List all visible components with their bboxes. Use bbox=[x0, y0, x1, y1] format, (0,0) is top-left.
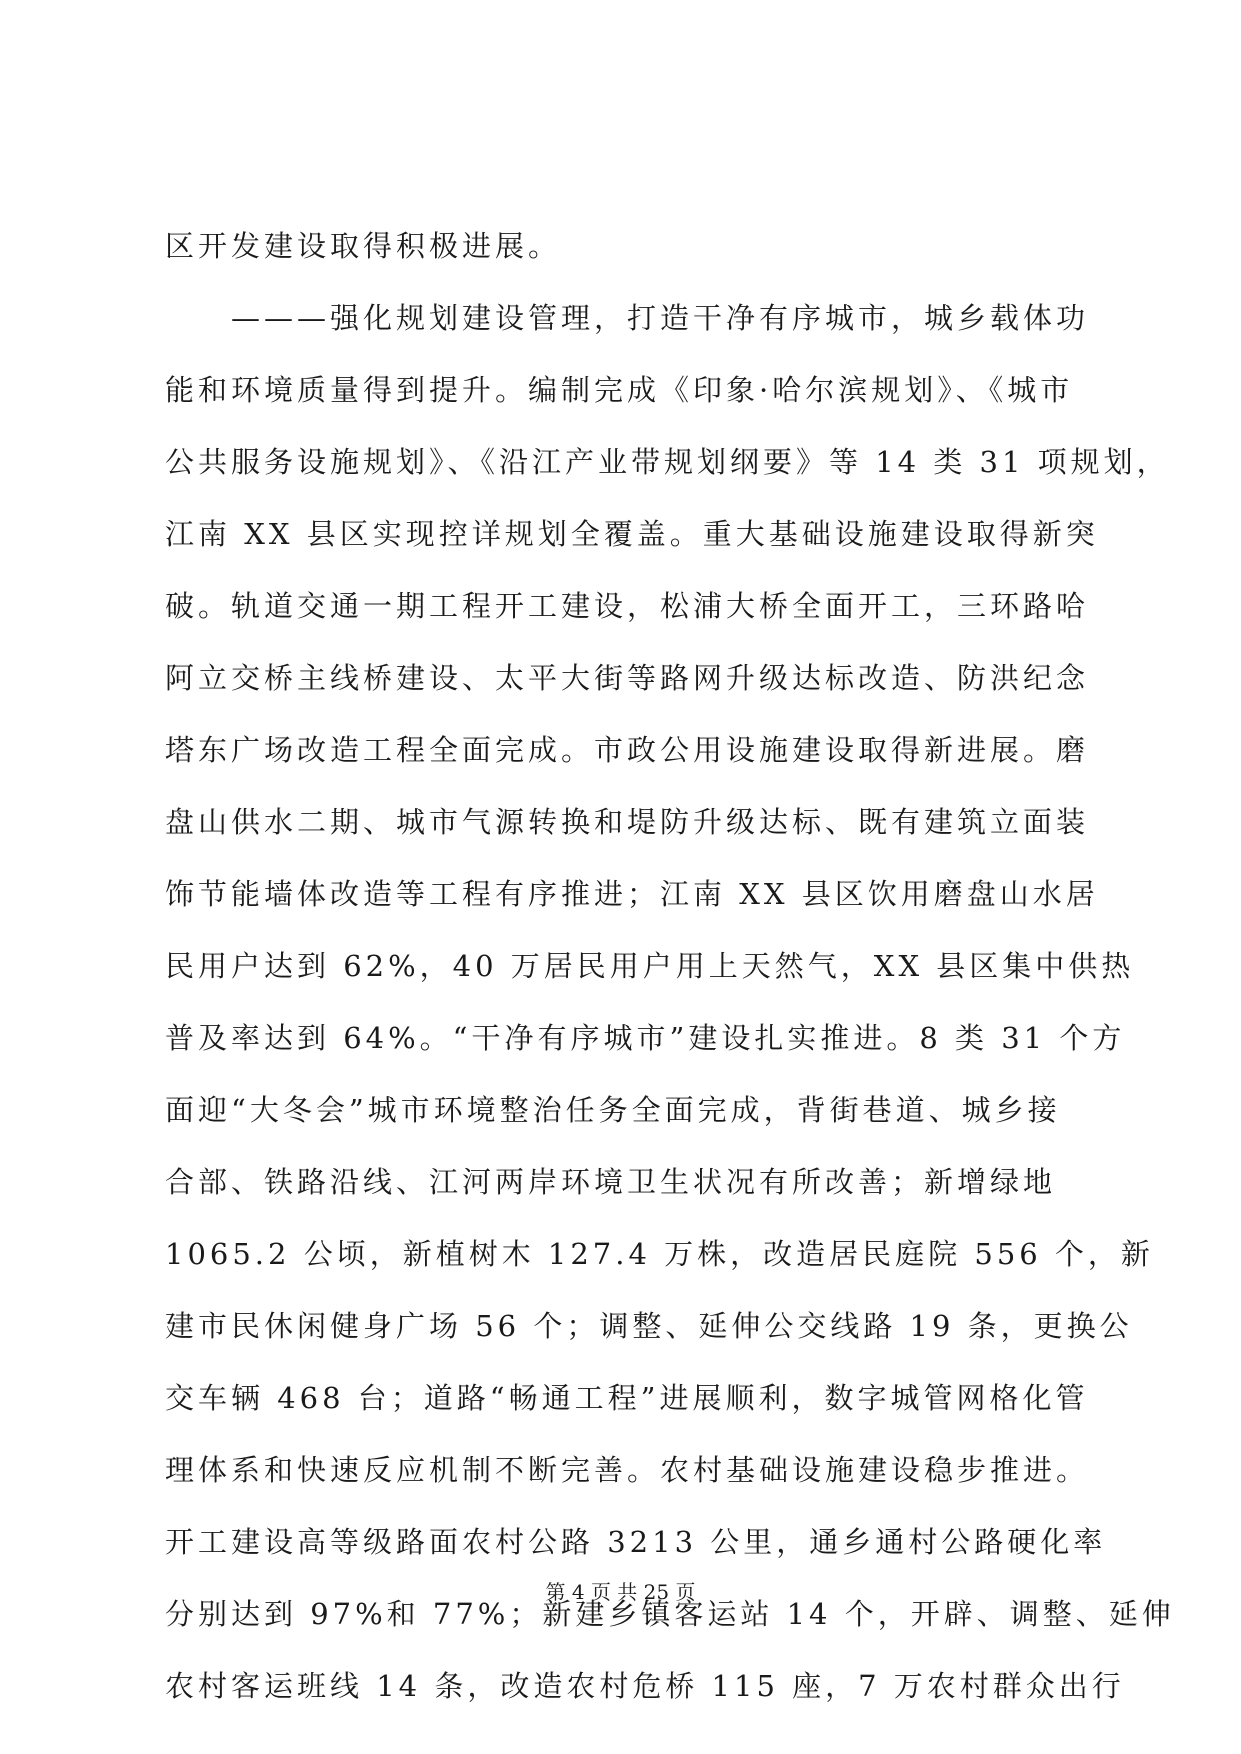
text-line: 盘山供水二期、城市气源转换和堤防升级达标、既有建筑立面装 bbox=[165, 805, 1090, 839]
body-text bbox=[165, 210, 1175, 1722]
text-line: 开工建设高等级路面农村公路 3213 公里，通乡通村公路硬化率 bbox=[165, 1525, 1107, 1559]
page-footer bbox=[0, 1577, 1241, 1607]
text-line: 建市民休闲健身广场 56 个；调整、延伸公交线路 19 条，更换公 bbox=[165, 1309, 1133, 1343]
text-line: 阿立交桥主线桥建设、太平大街等路网升级达标改造、防洪纪念 bbox=[165, 661, 1090, 695]
text-line: 交车辆 468 台；道路“畅通工程”进展顺利，数字城管网格化管 bbox=[165, 1381, 1089, 1415]
text-line: 塔东广场改造工程全面完成。市政公用设施建设取得新进展。磨 bbox=[165, 733, 1090, 767]
text-line: 江南 XX 县区实现控详规划全覆盖。重大基础设施建设取得新突 bbox=[165, 517, 1099, 551]
text-line: 分别达到 97%和 77%；新建乡镇客运站 14 个，开辟、调整、延伸 bbox=[165, 1597, 1175, 1631]
text-line: 农村客运班线 14 条，改造农村危桥 115 座，7 万农村群众出行 bbox=[165, 1669, 1125, 1703]
text-line: 1065.2 公顷，新植树木 127.4 万株，改造居民庭院 556 个，新 bbox=[165, 1237, 1154, 1271]
text-line: 能和环境质量得到提升。编制完成《印象·哈尔滨规划》、《城市 bbox=[165, 373, 1074, 407]
text-line: 区开发建设取得积极进展。 bbox=[165, 229, 562, 263]
text-line: 民用户达到 62%，40 万居民用户用上天然气，XX 县区集中供热 bbox=[165, 949, 1135, 983]
text-line: 面迎“大冬会”城市环境整治任务全面完成，背街巷道、城乡接 bbox=[165, 1093, 1061, 1127]
text-line: ———强化规划建设管理，打造干净有序城市，城乡载体功 bbox=[165, 301, 1090, 335]
text-line: 公共服务设施规划》、《沿江产业带规划纲要》等 14 类 31 项规划， bbox=[165, 445, 1170, 479]
text-line: 破。轨道交通一期工程开工建设，松浦大桥全面开工，三环路哈 bbox=[165, 589, 1090, 623]
text-line: 理体系和快速反应机制不断完善。农村基础设施建设稳步推进。 bbox=[165, 1453, 1090, 1487]
text-line: 普及率达到 64%。“干净有序城市”建设扎实推进。8 类 31 个方 bbox=[165, 1021, 1126, 1055]
page-number: 第 4 页 共 25 页 bbox=[545, 1580, 696, 1604]
text-line: 合部、铁路沿线、江河两岸环境卫生状况有所改善；新增绿地 bbox=[165, 1165, 1057, 1199]
text-line: 饰节能墙体改造等工程有序推进；江南 XX 县区饮用磨盘山水居 bbox=[165, 877, 1099, 911]
